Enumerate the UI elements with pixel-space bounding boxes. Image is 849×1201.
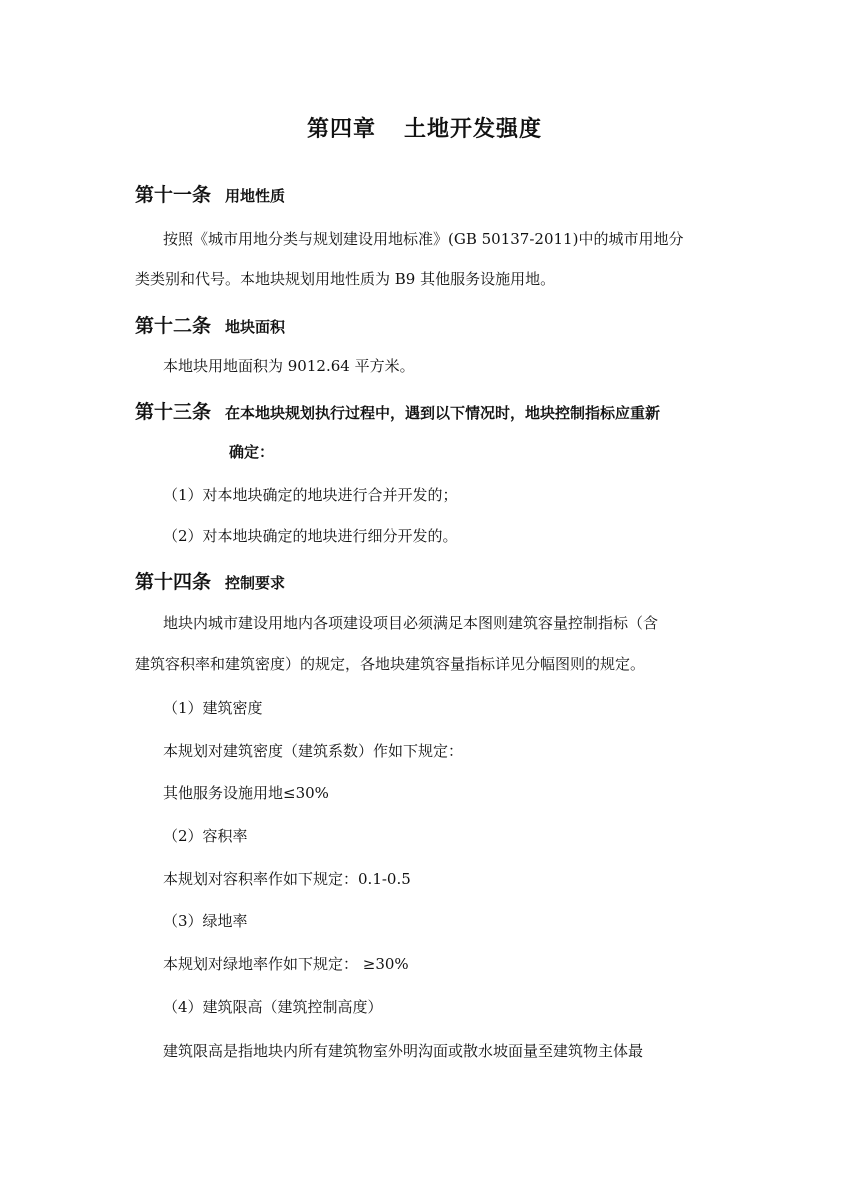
- article-14-paragraph-line-1: 地块内城市建设用地内各项建设项目必须满足本图则建筑容量控制指标（含: [163, 614, 659, 632]
- article-12-heading: [135, 311, 285, 338]
- article-12-number: 第十二条: [135, 315, 212, 337]
- article-11-heading: [135, 180, 285, 207]
- building-density-value: 其他服务设施用地≤30%: [163, 784, 329, 802]
- article-12-text-line-1: 本地块用地面积为 9012.64 平方米。: [163, 357, 415, 375]
- chapter-name: 土地开发强度: [404, 117, 543, 142]
- chapter-number: 第四章: [306, 117, 376, 142]
- article-13-title-continued: 确定：: [229, 443, 275, 461]
- article-12-title: 地块面积: [225, 318, 286, 336]
- article-13-title: 在本地块规划执行过程中，遇到以下情况时，地块控制指标应重新: [225, 404, 661, 422]
- article-13-item-2: （2）对本地块确定的地块进行细分开发的。: [163, 527, 458, 545]
- subsection-green-ratio: （3）绿地率: [163, 912, 248, 930]
- height-limit-text: 建筑限高是指地块内所有建筑物室外明沟面或散水坡面量至建筑物主体最: [163, 1042, 644, 1060]
- article-11-text-line-1: 按照《城市用地分类与规划建设用地标准》(GB 50137-2011)中的城市用地分: [163, 230, 684, 248]
- subsection-building-density: （1）建筑密度: [163, 699, 263, 717]
- article-14-title: 控制要求: [225, 574, 286, 592]
- article-13-item-1: （1）对本地块确定的地块进行合并开发的；: [163, 486, 458, 504]
- article-13-heading: [135, 397, 660, 424]
- building-density-text: 本规划对建筑密度（建筑系数）作如下规定：: [163, 742, 464, 760]
- floor-area-ratio-text: 本规划对容积率作如下规定：0.1-0.5: [163, 870, 411, 888]
- green-ratio-text: 本规划对绿地率作如下规定： ≥30%: [163, 955, 409, 973]
- article-11-text-line-2: 类类别和代号。本地块规划用地性质为 B9 其他服务设施用地。: [135, 270, 556, 288]
- article-14-number: 第十四条: [135, 571, 212, 593]
- chapter-title: [0, 112, 849, 143]
- subsection-height-limit: （4）建筑限高（建筑控制高度）: [163, 998, 383, 1016]
- article-11-number: 第十一条: [135, 184, 212, 206]
- article-14-heading: [135, 567, 285, 594]
- article-11-title: 用地性质: [225, 187, 286, 205]
- article-13-number: 第十三条: [135, 401, 212, 423]
- article-14-paragraph-line-2: 建筑容积率和建筑密度）的规定，各地块建筑容量指标详见分幅图则的规定。: [135, 655, 646, 673]
- subsection-floor-area-ratio: （2）容积率: [163, 827, 248, 845]
